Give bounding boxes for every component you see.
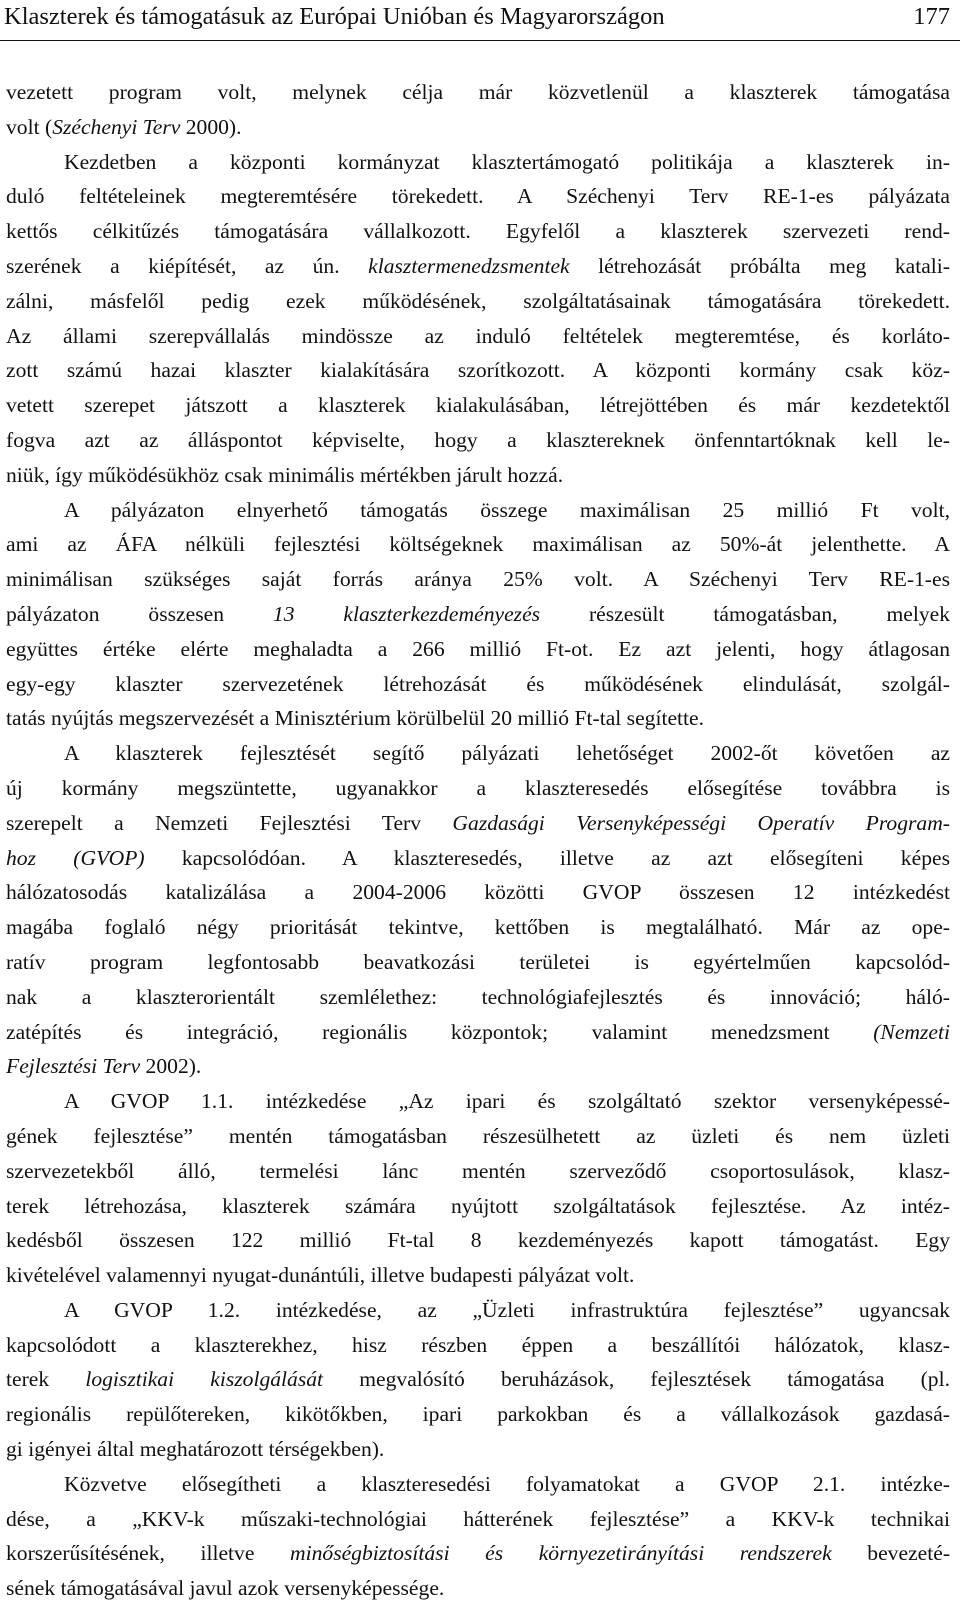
text-segment: létrehozását próbálta meg katali- xyxy=(569,253,950,278)
text-line xyxy=(6,110,950,145)
text-segment: sének támogatásával javul azok versenyképessége. xyxy=(6,1576,445,1601)
text-segment: egy-egy klaszter szervezetének létrehozását és működésének elindulását, szolgál- xyxy=(6,671,950,696)
text-line xyxy=(6,1015,950,1050)
text-segment: gének fejlesztése” mentén támogatásban részesülhetett az üzleti és nem üzleti xyxy=(6,1123,950,1148)
text-segment: vetett szerepet játszott a klaszterek kialakulásában, létrejöttében és már kezdetektől xyxy=(6,393,950,418)
text-segment: hálózatosodás katalizálása a 2004-2006 közötti GVOP összesen 12 intézkedést xyxy=(6,880,950,905)
text-segment: duló feltételeinek megteremtésére törekedett. A Széchenyi Terv RE-1-es pályázata xyxy=(6,184,950,209)
text-line xyxy=(6,214,950,249)
text-line xyxy=(6,806,950,841)
text-segment: Közvetve elősegítheti a klaszteresedési folyamatokat a GVOP 2.1. intézke- xyxy=(64,1471,950,1496)
text-line xyxy=(6,1432,950,1467)
text-segment: Az állami szerepvállalás mindössze az induló feltételek megteremtése, és korlátо- xyxy=(6,323,950,348)
text-line xyxy=(6,562,950,597)
text-line xyxy=(6,632,950,667)
text-segment: korszerűsítésének, illetve xyxy=(6,1541,290,1566)
text-line xyxy=(6,910,950,945)
text-line xyxy=(6,75,950,110)
text-segment: megvalósító beruházások, fejlesztések támogatása (pl. xyxy=(323,1367,950,1392)
header-rule xyxy=(0,40,960,41)
text-line xyxy=(6,458,950,493)
italic-text: klasztermenedzsmentek xyxy=(368,253,570,278)
text-line xyxy=(6,1084,950,1119)
italic-text: Széchenyi Terv xyxy=(52,114,181,139)
text-line xyxy=(6,771,950,806)
text-line xyxy=(6,319,950,354)
text-line xyxy=(6,945,950,980)
text-segment: együttes értéke elérte meghaladta a 266 millió Ft-ot. Ez azt jelenti, hogy átlagosan xyxy=(6,636,950,661)
text-line xyxy=(6,388,950,423)
text-segment: terek xyxy=(6,1367,86,1392)
running-title: Klaszterek és támogatásuk az Európai Unióban és Magyarországon xyxy=(4,3,665,30)
text-segment: magába foglaló négy prioritását tekintve, kettőben is megtalálható. Már az ope- xyxy=(6,915,950,940)
italic-text: hoz (GVOP) xyxy=(6,845,145,870)
text-segment: volt ( xyxy=(6,114,53,139)
text-segment: zatépítés és integráció, regionális központok; valamint menedzsment xyxy=(6,1019,874,1044)
text-segment: A GVOP 1.2. intézkedése, az „Üzleti infrastruktúra fejlesztése” ugyancsak xyxy=(64,1297,950,1322)
text-segment: A klaszterek fejlesztését segítő pályázati lehetőséget 2002-őt követően az xyxy=(64,741,950,766)
italic-text: minőségbiztosítási és környezetirányítási rendszerek xyxy=(290,1541,832,1566)
text-line xyxy=(6,527,950,562)
text-line xyxy=(6,1223,950,1258)
text-segment: bevezeté- xyxy=(831,1541,950,1566)
text-segment: új kormány megszüntette, ugyanakkor a klaszteresedés elősegítése továbbra is xyxy=(6,775,950,800)
text-line xyxy=(6,423,950,458)
text-segment: A pályázaton elnyerhető támogatás összege maximálisan 25 millió Ft volt, xyxy=(64,497,950,522)
text-segment: A GVOP 1.1. intézkedése „Az ipari és szolgáltató szektor versenyképessé- xyxy=(64,1089,950,1114)
text-segment: kapcsolódott a klaszterekhez, hisz részben éppen a beszállítói hálózatok, klasz- xyxy=(6,1332,950,1357)
text-segment: terek létrehozása, klaszterek számára nyújtott szolgáltatások fejlesztése. Az intéz- xyxy=(6,1193,950,1218)
text-segment: szerének a kiépítését, az ún. xyxy=(6,253,369,278)
text-line xyxy=(6,875,950,910)
text-line xyxy=(6,1293,950,1328)
text-line xyxy=(6,1258,950,1293)
text-segment: kettős célkitűzés támogatására vállalkozott. Egyfelől a klaszterek szervezeti rend- xyxy=(6,219,950,244)
italic-text: 13 klaszterkezdeményezés xyxy=(272,601,541,626)
text-segment: szervezetekből álló, termelési lánc mentén szerveződő csoportosulások, klasz- xyxy=(6,1158,950,1183)
text-segment: ratív program legfontosabb beavatkozási területei is egyértelműen kapcsolód- xyxy=(6,949,950,974)
text-segment: pályázaton összesen xyxy=(6,601,273,626)
text-line xyxy=(6,1536,950,1571)
text-segment: 2002). xyxy=(140,1054,202,1079)
text-segment: ami az ÁFA nélküli fejlesztési költségeknek maximálisan az 50%-át jelenthette. A xyxy=(6,532,950,557)
text-line xyxy=(6,736,950,771)
text-line xyxy=(6,1397,950,1432)
text-segment: nak a klaszterorientált szemlélethez: technológiafejlesztés és innováció; háló- xyxy=(6,984,950,1009)
text-segment: részesült támogatásban, melyek xyxy=(540,601,950,626)
text-line xyxy=(6,1049,950,1084)
text-line xyxy=(6,1467,950,1502)
text-segment: kedésből összesen 122 millió Ft-tal 8 kezdeményezés kapott támogatást. Egy xyxy=(6,1228,950,1253)
text-line xyxy=(6,249,950,284)
text-segment: vezetett program volt, melynek célja már közvetlenül a klaszterek támogatása xyxy=(6,80,950,104)
text-line xyxy=(6,284,950,319)
text-segment: dése, a „KKV-k műszaki-technológiai hátterének fejlesztése” a KKV-k technikai xyxy=(6,1506,950,1531)
text-line xyxy=(6,597,950,632)
running-header xyxy=(4,0,950,34)
text-line xyxy=(6,493,950,528)
text-line xyxy=(6,1362,950,1397)
text-segment: fogva azt az álláspontot képviselte, hogy a klasztereknek önfenntartóknak kell le- xyxy=(6,427,950,452)
text-segment: zálni, másfelől pedig ezek működésének, szolgáltatásainak támogatására törekedett. xyxy=(6,288,950,313)
italic-text: Gazdasági Versenyképességi Operatív Program- xyxy=(452,810,950,835)
text-segment: 2000). xyxy=(180,114,242,139)
text-line xyxy=(6,1189,950,1224)
text-line xyxy=(6,179,950,214)
text-line xyxy=(6,1502,950,1537)
text-line xyxy=(6,1119,950,1154)
text-line xyxy=(6,701,950,736)
text-segment: niük, így működésükhöz csak minimális mértékben járult hozzá. xyxy=(6,462,564,487)
text-line xyxy=(6,841,950,876)
italic-text: Fejlesztési Terv xyxy=(6,1054,141,1079)
text-line xyxy=(6,353,950,388)
italic-text: logisztikai kiszolgálását xyxy=(85,1367,324,1392)
text-segment: gi igényei által meghatározott térségekben). xyxy=(6,1437,385,1462)
text-line xyxy=(6,1154,950,1189)
page-number: 177 xyxy=(913,3,950,30)
text-segment: szerepelt a Nemzeti Fejlesztési Terv xyxy=(6,810,453,835)
text-line xyxy=(6,1571,950,1606)
text-line xyxy=(6,145,950,180)
text-segment: kapcsolódóan. A klaszteresedés, illetve az azt elősegíteni képes xyxy=(144,845,950,870)
text-line xyxy=(6,667,950,702)
text-line xyxy=(6,980,950,1015)
text-segment: Kezdetben a központi kormányzat klasztertámogató politikája a klaszterek in- xyxy=(64,149,950,174)
text-segment: kivételével valamennyi nyugat-dunántúli, illetve budapesti pályázat volt. xyxy=(6,1263,635,1288)
body-text xyxy=(6,75,950,1606)
italic-text: (Nemzeti xyxy=(873,1019,950,1044)
text-segment: minimálisan szükséges saját forrás aránya 25% volt. A Széchenyi Terv RE-1-es xyxy=(6,567,950,592)
text-segment: zott számú hazai klaszter kialakítására szorítkozott. A központi kormány csak köz- xyxy=(6,358,950,383)
text-segment: regionális repülőtereken, kikötőkben, ipari parkokban és a vállalkozások gazdasá- xyxy=(6,1402,950,1427)
text-line xyxy=(6,1328,950,1363)
text-segment: tatás nyújtás megszervezését a Minisztérium körülbelül 20 millió Ft-tal segítette. xyxy=(6,706,705,731)
